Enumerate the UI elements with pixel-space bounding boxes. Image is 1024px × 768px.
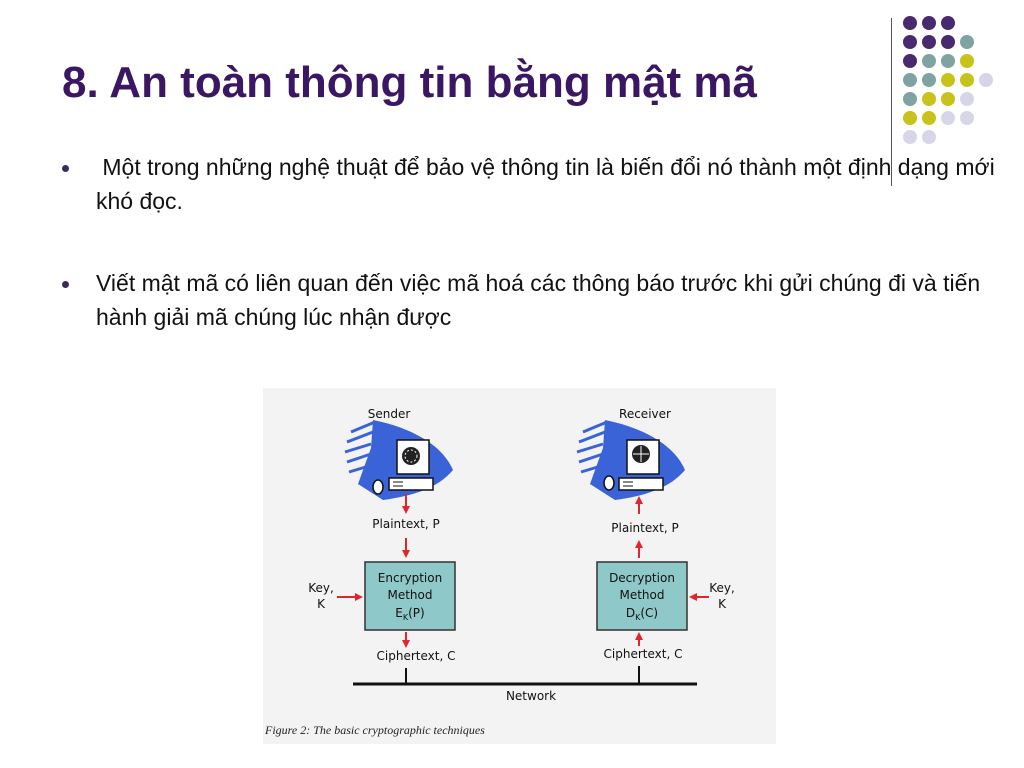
sender-computer-icon [345,420,453,500]
ciphertext-right-label: Ciphertext, C [603,647,683,661]
decorative-dot [960,35,974,49]
bullet-text-2: Viết mật mã có liên quan đến việc mã hoá các thông báo trước khi gửi chúng đi và tiến hành giải mã chúng lúc nhận được [96,270,981,330]
receiver-computer-icon [577,420,685,500]
bullet-icon [62,165,69,172]
decorative-dot [941,54,955,68]
plaintext-right-label: Plaintext, P [611,521,679,535]
sender-label: Sender [367,407,411,421]
figure-caption: Figure 2: The basic cryptographic techniques [265,723,485,737]
encryption-title: Encryption [377,571,443,585]
decorative-dot [979,73,993,87]
decorative-dot [960,54,974,68]
decorative-dot [903,35,917,49]
key-right-label-2: K [718,597,726,611]
decorative-dot [941,73,955,87]
decorative-dot [941,92,955,106]
decorative-dot [960,73,974,87]
decorative-dot [922,130,936,144]
decorative-dot [903,130,917,144]
decorative-dot [941,16,955,30]
decryption-method-label: Method [619,588,665,602]
key-right-label-1: Key, [709,581,735,595]
decorative-dot [903,54,917,68]
decorative-dot [960,92,974,106]
decorative-dot [922,92,936,106]
decryption-function: $D_K(C)$ [625,606,659,622]
bullet-text-1: Một trong những nghệ thuật để bảo vệ thông tin là biến đổi nó thành một định dạng mới khó đọc. [96,154,1002,214]
plaintext-left-label: Plaintext, P [372,517,440,531]
decorative-dot [922,111,936,125]
decorative-dot [922,54,936,68]
decorative-dot [960,111,974,125]
decorative-dot [941,111,955,125]
bullet-item-1 [62,150,1002,220]
decryption-title: Decryption [609,571,675,585]
decorative-dot [903,111,917,125]
decorative-dot [922,16,936,30]
decorative-dot [903,92,917,106]
ciphertext-left-label: Ciphertext, C [376,649,456,663]
decorative-dot [922,35,936,49]
crypto-figure [263,388,776,744]
network-label: Network [505,689,557,703]
key-left-label-2: K [317,597,325,611]
encryption-method-label: Method [387,588,433,602]
encryption-function: $E_K(P)$ [395,606,425,622]
decorative-dot [903,16,917,30]
bullet-item-2 [62,266,992,336]
bullet-icon [62,281,69,288]
slide-title: 8. An toàn thông tin bằng mật mã [62,58,758,107]
receiver-label: Receiver [619,407,671,421]
key-left-label-1: Key, [308,581,334,595]
decorative-dot [941,35,955,49]
decorative-dot [922,73,936,87]
decorative-dot [903,73,917,87]
